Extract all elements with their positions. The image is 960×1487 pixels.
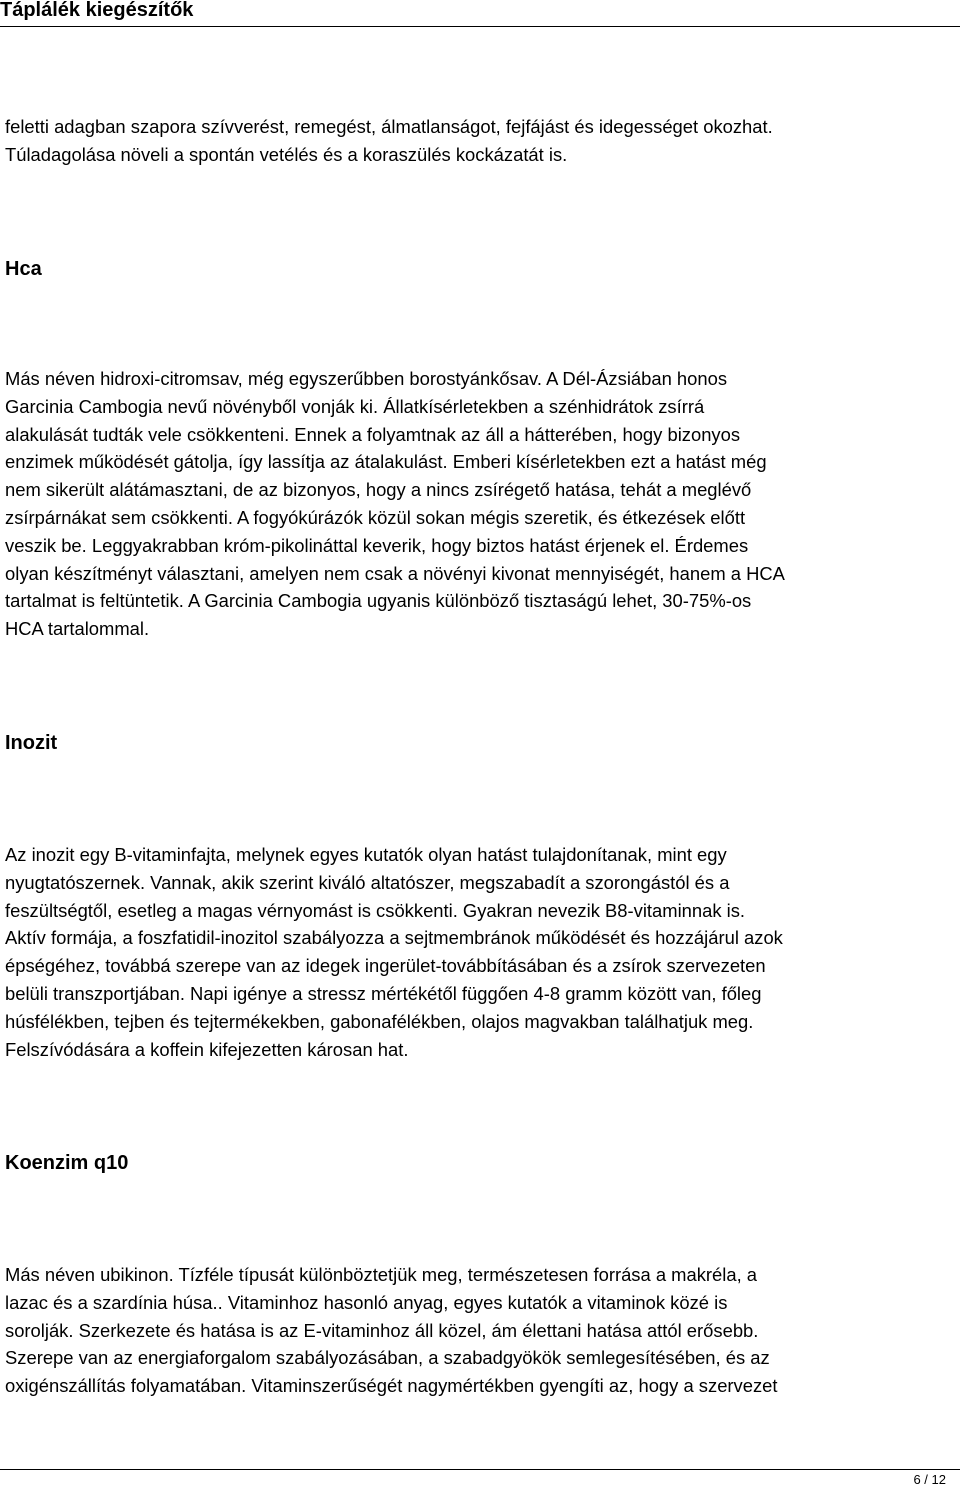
page-number: 6 / 12 <box>913 1472 946 1487</box>
document-title: Táplálék kiegészítők <box>0 0 194 21</box>
paragraph-line: zsírpárnákat sem csökkenti. A fogyókúrázók közül sokan mégis szeretik, és étkezések előtt <box>5 506 746 528</box>
section-paragraph-hca <box>5 365 957 643</box>
paragraph-line: nyugtatószernek. Vannak, akik szerint kiváló altatószer, megszabadít a szorongástól és a <box>5 871 730 893</box>
paragraph-line: Más néven ubikinon. Tízféle típusát különböztetjük meg, természetesen forrása a makréla, a <box>5 1264 758 1285</box>
paragraph-line: oxigénszállítás folyamatában. Vitaminszerűségét nagymértékben gyengíti az, hogy a szervezet <box>5 1375 778 1397</box>
paragraph-line: sorolják. Szerkezete és hatása is az E-vitaminhoz áll közel, ám élettani hatása attól erősebb. <box>5 1319 759 1341</box>
paragraph-line: épségéhez, továbbá szerepe van az idegek ingerület-továbbításában és a zsírok szervezeten <box>5 955 766 977</box>
paragraph-line: tartalmat is feltüntetik. A Garcinia Cambogia ugyanis különböző tisztaságú lehet, 30-75%-os <box>5 590 752 612</box>
paragraph-line: belüli transzportjában. Napi igénye a stressz mértékétől függően 4-8 gramm között van, főleg <box>5 982 762 1004</box>
page-footer <box>0 1469 960 1487</box>
paragraph-line: veszik be. Leggyakrabban króm-pikolináttal keverik, hogy biztos hatást érjenek el. Érdemes <box>5 534 749 556</box>
paragraph-line: enzimek működését gátolja, így lassítja az átalakulást. Emberi kísérletekben ezt a hatást még <box>5 451 767 473</box>
page-header <box>0 0 960 27</box>
paragraph-line: HCA tartalommal. <box>5 618 150 640</box>
paragraph-line: húsfélékben, tejben és tejtermékekben, gabonafélékben, olajos magvakban találhatjuk meg. <box>5 1010 754 1032</box>
paragraph-line: lazac és a szardínia húsa.. Vitaminhoz hasonló anyag, egyes kutatók a vitaminok közé is <box>5 1291 728 1313</box>
paragraph-line: nem sikerült alátámasztani, de az bizonyos, hogy a nincs zsírégető hatása, tehát a meglévő <box>5 479 752 501</box>
paragraph-line: Az inozit egy B-vitaminfajta, melynek egyes kutatók olyan hatást tulajdonítanak, mint egy <box>5 844 727 865</box>
paragraph-line: alakulását tudták vele csökkenteni. Ennek a folyamtnak az áll a hátterében, hogy bizonyos <box>5 423 741 445</box>
paragraph-line: Aktív formája, a foszfatidil-inozitol szabályozza a sejtmembránok működését és hozzájárul azok <box>5 927 783 949</box>
section-paragraph-koenzim-q10 <box>5 1261 957 1400</box>
paragraph-line: olyan készítményt választani, amelyen nem csak a növényi kivonat mennyiségét, hanem a HCA <box>5 562 785 584</box>
paragraph-line: feletti adagban szapora szívverést, remegést, álmatlanságot, fejfájást és idegességet okozhat. <box>5 116 773 137</box>
section-heading-inozit: Inozit <box>5 732 58 754</box>
paragraph-line: Szerepe van az energiaforgalom szabályozásában, a szabadgyökök semlegesítésében, és az <box>5 1347 770 1369</box>
section-heading-koenzim-q10: Koenzim q10 <box>5 1152 129 1174</box>
paragraph-line: Más néven hidroxi-citromsav, még egyszerűbben borostyánkősav. A Dél-Ázsiában honos <box>5 368 728 389</box>
paragraph-line: feszültségtől, esetleg a magas vérnyomást is csökkenti. Gyakran nevezik B8-vitaminnak is. <box>5 899 746 921</box>
paragraph-line: Garcinia Cambogia nevű növényből vonják ki. Állatkísérletekben a szénhidrátok zsírrá <box>5 395 705 417</box>
section-paragraph-inozit <box>5 841 957 1063</box>
paragraph-line: Túladagolása növeli a spontán vetélés és a koraszülés kockázatát is. <box>5 143 568 165</box>
intro-paragraph <box>5 113 957 169</box>
section-heading-hca: Hca <box>5 258 42 280</box>
paragraph-line: Felszívódására a koffein kifejezetten károsan hat. <box>5 1038 409 1060</box>
